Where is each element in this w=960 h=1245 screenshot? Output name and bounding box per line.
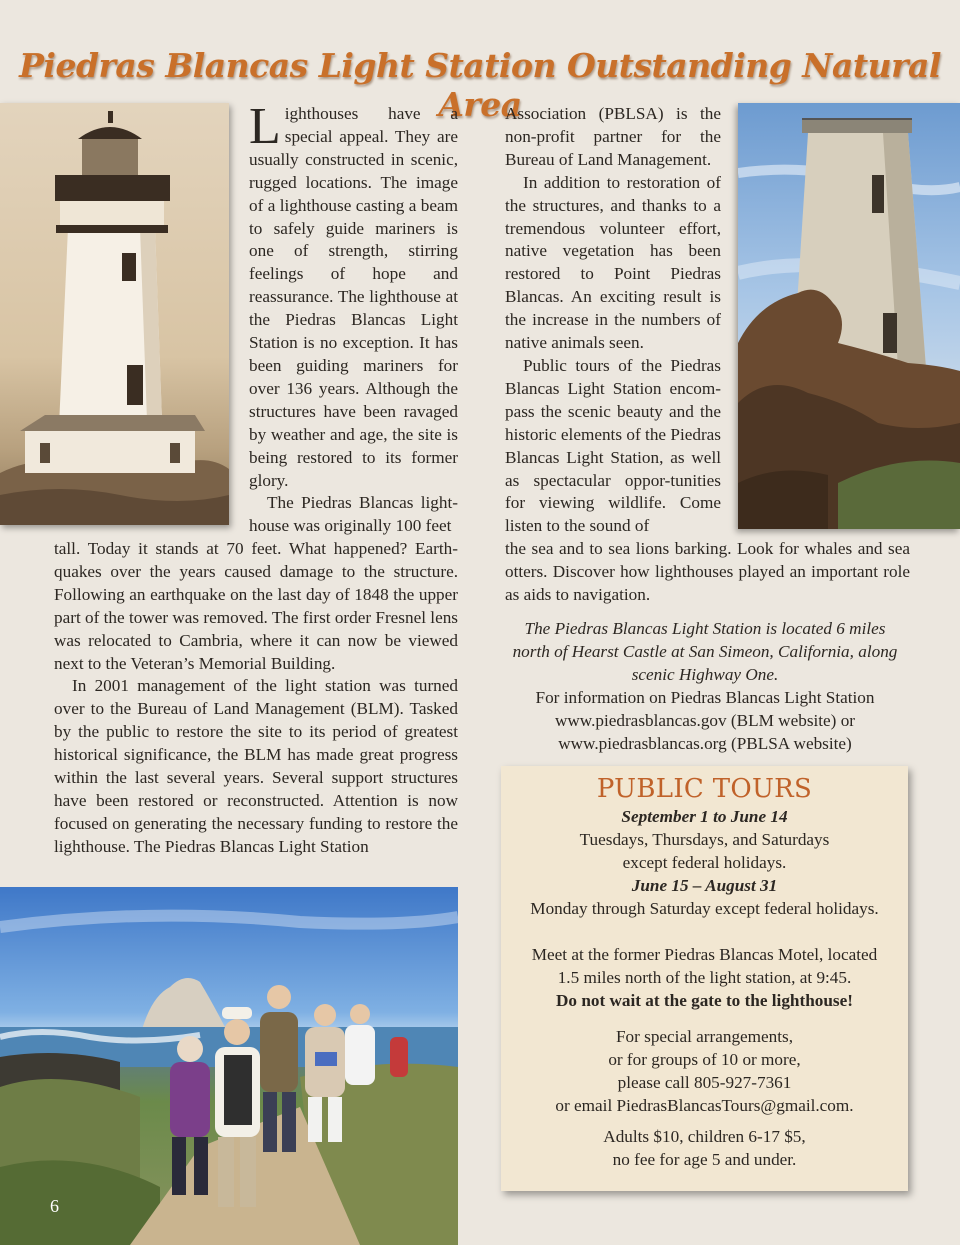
history-paragraph-continued: tall. Today it stands at 70 feet. What happened? Earth-quakes over the years caused damage to the structure. Following an earthquake on the last day of 1848 the upper part of the tower was removed. The first order Fresnel lens was relocated to Cambria, where it can now be viewed next to the Veteran’s Memorial Building. (54, 539, 458, 673)
pblsa-paragraph: Association (PBLSA) is the non-profit partner for the Bureau of Land Management. (505, 104, 721, 169)
blm-paragraph: In 2001 management of the light station was turned over to the Bureau of Land Management (BLM). Tasked by the public to restore the site to its period of greatest historical significance, the BLM has made great progress within the last several years. Several support structures have been restored or reconstructed. Attention is now focused on generating the necessary funding to restore the lighthouse. The Piedras Blancas Light Station (54, 676, 458, 856)
blm-website-link[interactable]: www.piedrasblancas.gov (BLM website) or (554, 711, 856, 730)
hikers-tour-photo (0, 887, 458, 1245)
season1-days: Tuesdays, Thursdays, and Saturdays (579, 830, 830, 849)
intro-paragraph: Lighthouses have a special appeal. They are usually constructed in scenic, rugged locations. The image of a lighthouse casting a beam to safely guide mariners is one of strength, stirring feelings of hope and reassurance. The lighthouse at the Piedras Blancas Light Station is no exception. It has been guiding mariners for over 136 years. Although the structures have been ravaged by weather and age, the site is being restored to its former glory. (249, 98, 458, 490)
email-address[interactable]: or email PiedrasBlancasTours@gmail.com. (555, 1096, 854, 1115)
history-column (54, 538, 458, 859)
season1-dates: September 1 to June 14 (621, 807, 788, 826)
special-arrangements-2: or for groups of 10 or more, (608, 1050, 801, 1069)
tours-paragraph-continued (505, 538, 910, 607)
fees-line-1: Adults $10, children 6-17 $5, (603, 1127, 806, 1146)
restoration-paragraph: In addition to restoration of the structures, and thanks to a tremendous volunteer effort, native vegetation has been restored to Point Piedras Blancas. An exciting result is the increase in the numbers of native animals seen. (505, 172, 721, 353)
drop-cap: L (249, 98, 281, 155)
info-line: For information on Piedras Blancas Light Station (535, 688, 875, 707)
sepia-lighthouse-photo (0, 103, 229, 525)
special-arrangements-1: For special arrangements, (615, 1027, 794, 1046)
fees-line-2: no fee for age 5 and under. (612, 1150, 797, 1169)
public-tours-box (501, 766, 908, 1191)
intro-column-top (249, 98, 458, 538)
season1-note: except federal holidays. (622, 853, 787, 872)
meeting-location-1: Meet at the former Piedras Blancas Motel, located (531, 945, 878, 964)
page-title: Piedras Blancas Light Station Outstanding Natural Area (19, 46, 941, 124)
phone-number[interactable]: please call 805-927-7361 (617, 1073, 792, 1092)
page-number: 6 (50, 1196, 59, 1216)
pblsa-website-link[interactable]: www.piedrasblancas.org (PBLSA website) (558, 734, 852, 753)
gate-warning: Do not wait at the gate to the lighthouse! (556, 991, 853, 1010)
location-info (505, 617, 905, 755)
tours-paragraph-end: the sea and to sea lions barking. Look for whales and sea otters. Discover how lighthouses played an important role as aids to navigation. (505, 539, 910, 604)
lighthouse-tower-photo (738, 103, 960, 529)
meeting-location-2: 1.5 miles north of the light station, at 9:45. (557, 968, 852, 987)
season2-dates: June 15 – August 31 (631, 876, 778, 895)
location-text: The Piedras Blancas Light Station is located 6 miles north of Hearst Castle at San Simeon, California, along scenic Highway One. (512, 619, 898, 684)
season2-days: Monday through Saturday except federal holidays. (530, 899, 879, 918)
tours-paragraph-start: Public tours of the Piedras Blancas Light Station encom-pass the scenic beauty and the historic elements of the Piedras Blancas Light Station, as well as spectacular oppor-tunities for viewing wildlife. Come listen to the sound of (505, 355, 721, 536)
second-column-top (505, 103, 721, 538)
public-tours-heading: PUBLIC TOURS (596, 774, 813, 804)
history-paragraph-start: The Piedras Blancas light-house was originally 100 feet (249, 493, 458, 536)
